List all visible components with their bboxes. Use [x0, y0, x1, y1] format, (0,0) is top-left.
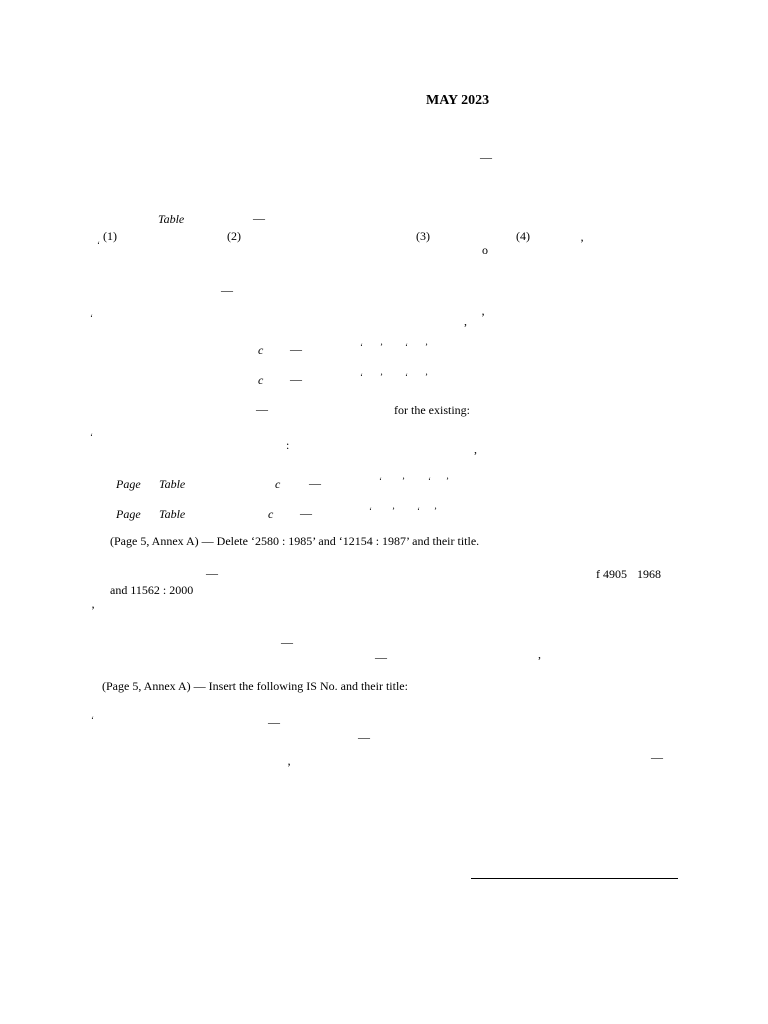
footer-rule: [471, 878, 678, 879]
em-dash: —: [480, 150, 492, 164]
table-label: Table: [159, 507, 186, 521]
column-number-1: (1): [103, 229, 117, 243]
em-dash: —: [300, 506, 312, 520]
close-quote: ’: [425, 372, 428, 382]
close-quote: ’: [287, 760, 291, 774]
column-number-2: (2): [227, 229, 241, 243]
close-quote: ’: [392, 506, 395, 516]
em-dash: —: [253, 211, 265, 225]
close-quote: ’: [425, 342, 428, 352]
em-dash: —: [290, 342, 302, 356]
em-dash: —: [358, 730, 370, 744]
for-existing-text: for the existing:: [394, 403, 470, 417]
open-quote: ‘: [90, 313, 93, 323]
em-dash: —: [256, 402, 268, 416]
comma: ,: [464, 314, 467, 328]
annex-insert-line: (Page 5, Annex A) — Insert the following IS No. and their title:: [102, 679, 408, 693]
open-quote: ‘: [379, 476, 382, 486]
open-quote: ‘: [405, 372, 408, 382]
em-dash: —: [281, 635, 293, 649]
close-quote: ’: [446, 476, 449, 486]
reference-f4905: f 4905: [596, 567, 627, 581]
close-quote: ’: [434, 506, 437, 516]
table-label: Table: [159, 477, 186, 491]
colon: :: [286, 438, 290, 452]
em-dash: —: [268, 715, 280, 729]
em-dash: —: [290, 372, 302, 386]
open-quote: ‘: [360, 372, 363, 382]
em-dash: —: [221, 283, 233, 297]
open-quote: ‘: [97, 240, 100, 250]
table-label: Table: [158, 212, 185, 226]
page-label: Page: [116, 507, 141, 521]
page-title: MAY 2023: [426, 93, 490, 108]
em-dash: —: [206, 566, 218, 580]
reference-year: 1968: [637, 567, 661, 581]
close-quote: ’: [91, 603, 95, 617]
italic-c: c: [258, 343, 264, 357]
open-quote: ‘: [417, 506, 420, 516]
em-dash: —: [651, 750, 663, 764]
open-quote: ‘: [91, 715, 94, 725]
column-number-3: (3): [416, 229, 430, 243]
italic-c: c: [268, 507, 274, 521]
close-quote: ’: [402, 476, 405, 486]
open-quote: ‘: [369, 506, 372, 516]
close-quote: ’: [481, 310, 485, 324]
italic-c: c: [275, 477, 281, 491]
comma: ,: [538, 647, 541, 661]
open-quote: ‘: [90, 432, 93, 442]
open-quote: ‘: [405, 342, 408, 352]
degree-sign: o: [482, 243, 488, 257]
annex-delete-line: (Page 5, Annex A) — Delete ‘2580 : 1985’ and ‘12154 : 1987’ and their title.: [110, 534, 480, 548]
close-quote: ’: [380, 372, 383, 382]
em-dash: —: [309, 476, 321, 490]
close-quote: ’: [580, 236, 584, 250]
page-label: Page: [116, 477, 141, 491]
comma: ,: [474, 442, 477, 456]
italic-c: c: [258, 373, 264, 387]
column-number-4: (4): [516, 229, 530, 243]
reference-11562: and 11562 : 2000: [110, 583, 194, 597]
em-dash: —: [375, 650, 387, 664]
open-quote: ‘: [360, 342, 363, 352]
close-quote: ’: [380, 342, 383, 352]
open-quote: ‘: [428, 476, 431, 486]
